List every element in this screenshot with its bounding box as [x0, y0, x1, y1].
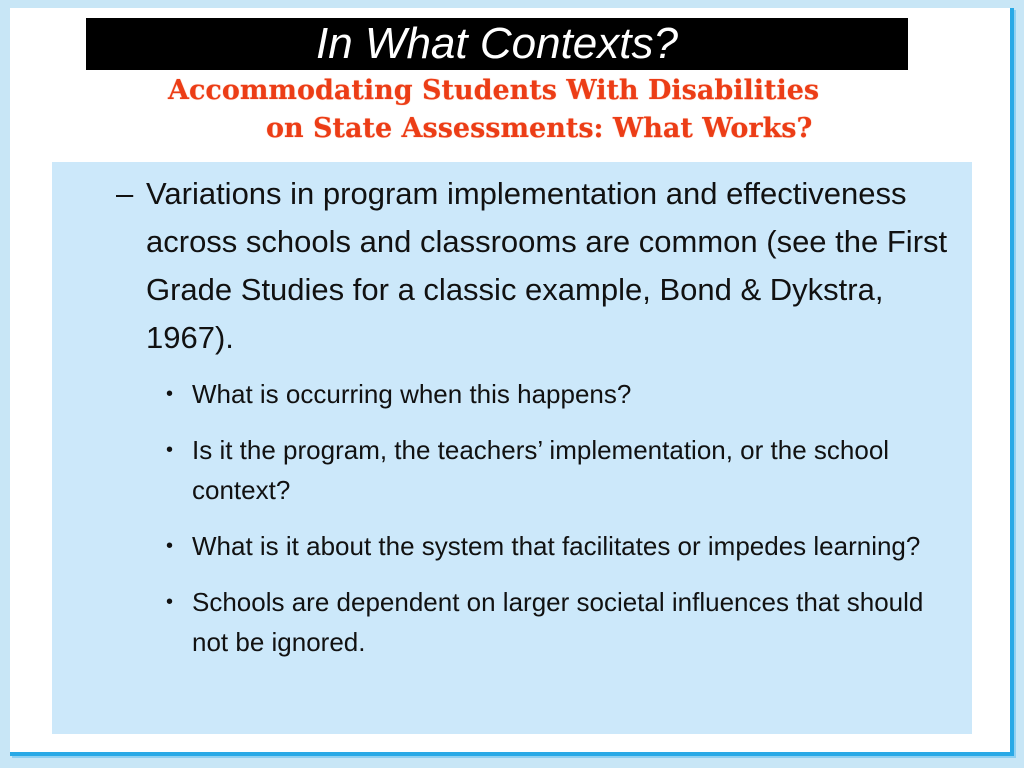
- bullet-dot-icon: •: [166, 535, 174, 557]
- sub-bullet-text: Is it the program, the teachers’ implementation, or the school context?: [192, 435, 890, 505]
- bullet-dot-icon: •: [166, 383, 174, 405]
- sub-bullet-item: [162, 374, 952, 414]
- title-bar: [86, 18, 908, 70]
- sub-bullet-item: [162, 582, 952, 662]
- sub-bullet-item: [162, 430, 952, 510]
- slide-title: In What Contexts?: [316, 19, 678, 68]
- sub-bullet-text: Schools are dependent on larger societal influences that should not be ignored.: [192, 587, 924, 657]
- subtitle-line-2: on State Assessments: What Works?: [266, 113, 813, 144]
- subtitle-line-1: Accommodating Students With Disabilities: [168, 75, 820, 106]
- sub-bullet-text: What is occurring when this happens?: [192, 379, 632, 409]
- main-bullet: [116, 170, 956, 362]
- dash-marker: –: [116, 176, 134, 211]
- sub-bullet-item: [162, 526, 952, 566]
- main-bullet-text: Variations in program implementation and effectiveness across schools and classrooms are common (see the First Grade Studies for a classic example, Bond & Dykstra, 1967).: [146, 176, 948, 355]
- bullet-dot-icon: •: [166, 439, 174, 461]
- bullet-dot-icon: •: [166, 591, 174, 613]
- subtitle-logo: [160, 72, 850, 152]
- content-panel: [52, 162, 972, 734]
- sub-bullet-list: [162, 374, 952, 678]
- sub-bullet-text: What is it about the system that facilitates or impedes learning?: [192, 531, 921, 561]
